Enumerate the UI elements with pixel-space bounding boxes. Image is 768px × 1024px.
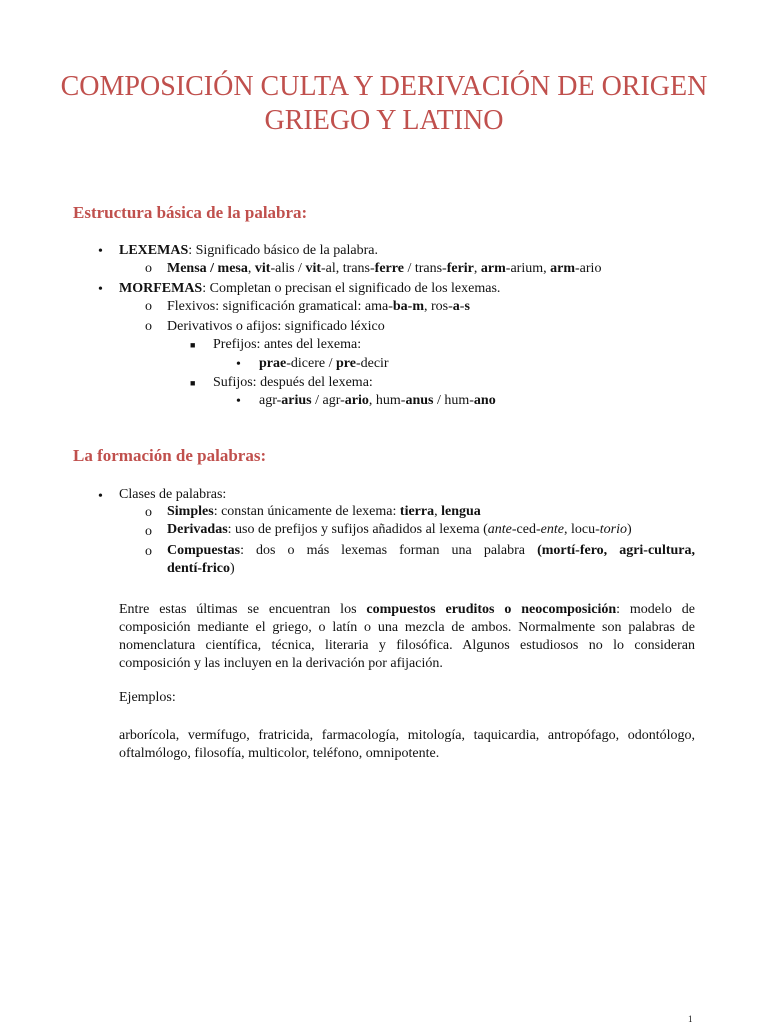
bullet-circle-icon: o xyxy=(145,524,152,539)
neocomposicion-paragraph: Entre estas últimas se encuentran los compuestos eruditos o neocomposición: modelo de composición mediante el griego, o latín o una mezcla de ambos. Normalmente son palabras de nomenclatura científica, técnica, literaria y filosófica. Algunos estudiosos no lo consideran composición y las incluyen en la derivación por afijación. xyxy=(119,602,695,671)
derivadas-item: Derivadas: uso de prefijos y sufijos añadidos al lexema (ante-ced-ente, locu-torio) xyxy=(167,522,632,537)
sufijos-example: agr-arius / agr-ario, hum-anus / hum-ano xyxy=(259,393,496,408)
simples-item: Simples: constan únicamente de lexema: tierra, lengua xyxy=(167,504,481,519)
bullet-circle-icon: o xyxy=(145,319,152,334)
section-heading-formacion: La formación de palabras: xyxy=(73,446,267,465)
ejemplos-label: Ejemplos: xyxy=(119,690,176,705)
clases-item: Clases de palabras: xyxy=(119,487,227,502)
page-title: COMPOSICIÓN CULTA Y DERIVACIÓN DE ORIGEN GRIEGO Y LATINO xyxy=(60,71,708,136)
compuestas-item: Compuestas: dos o más lexemas forman una palabra (mortí-fero, agri-cultura, xyxy=(167,543,696,558)
flexivos-item: Flexivos: significación gramatical: ama-ba-m, ros-a-s xyxy=(167,299,470,314)
page-number: 1 xyxy=(688,1014,693,1024)
bullet-square-icon: ■ xyxy=(190,340,196,350)
ejemplos-list: arborícola, vermífugo, fratricida, farmacología, mitología, taquicardia, antropófago, odontólogo, oftalmólogo, filosofía, multicolor, teléfono, omnipotente. xyxy=(119,728,695,761)
compuestas-item-cont: dentí-frico) xyxy=(167,561,235,576)
bullet-square-icon: ■ xyxy=(190,378,196,388)
lexemas-item: LEXEMAS: Significado básico de la palabra. xyxy=(119,243,378,258)
prefijos-example: prae-dicere / pre-decir xyxy=(259,356,389,371)
prefijos-item: Prefijos: antes del lexema: xyxy=(213,337,362,352)
bullet-circle-icon: o xyxy=(145,261,152,276)
bullet-circle-icon: o xyxy=(145,299,152,314)
section-heading-estructura: Estructura básica de la palabra: xyxy=(73,203,308,222)
bullet-circle-icon: o xyxy=(145,505,152,520)
bullet-disc-icon: • xyxy=(98,489,103,504)
sufijos-item: Sufijos: después del lexema: xyxy=(213,375,373,390)
bullet-circle-icon: o xyxy=(145,544,152,559)
lexemas-example: Mensa / mesa, vit-alis / vit-al, trans-ferre / trans-ferir, arm-arium, arm-ario xyxy=(167,261,602,276)
morfemas-item: MORFEMAS: Completan o precisan el significado de los lexemas. xyxy=(119,281,501,296)
bullet-disc-icon: • xyxy=(98,282,103,297)
derivativos-item: Derivativos o afijos: significado léxico xyxy=(167,319,385,334)
bullet-disc-icon: • xyxy=(236,357,241,372)
bullet-disc-icon: • xyxy=(236,394,241,409)
bullet-disc-icon: • xyxy=(98,244,103,259)
